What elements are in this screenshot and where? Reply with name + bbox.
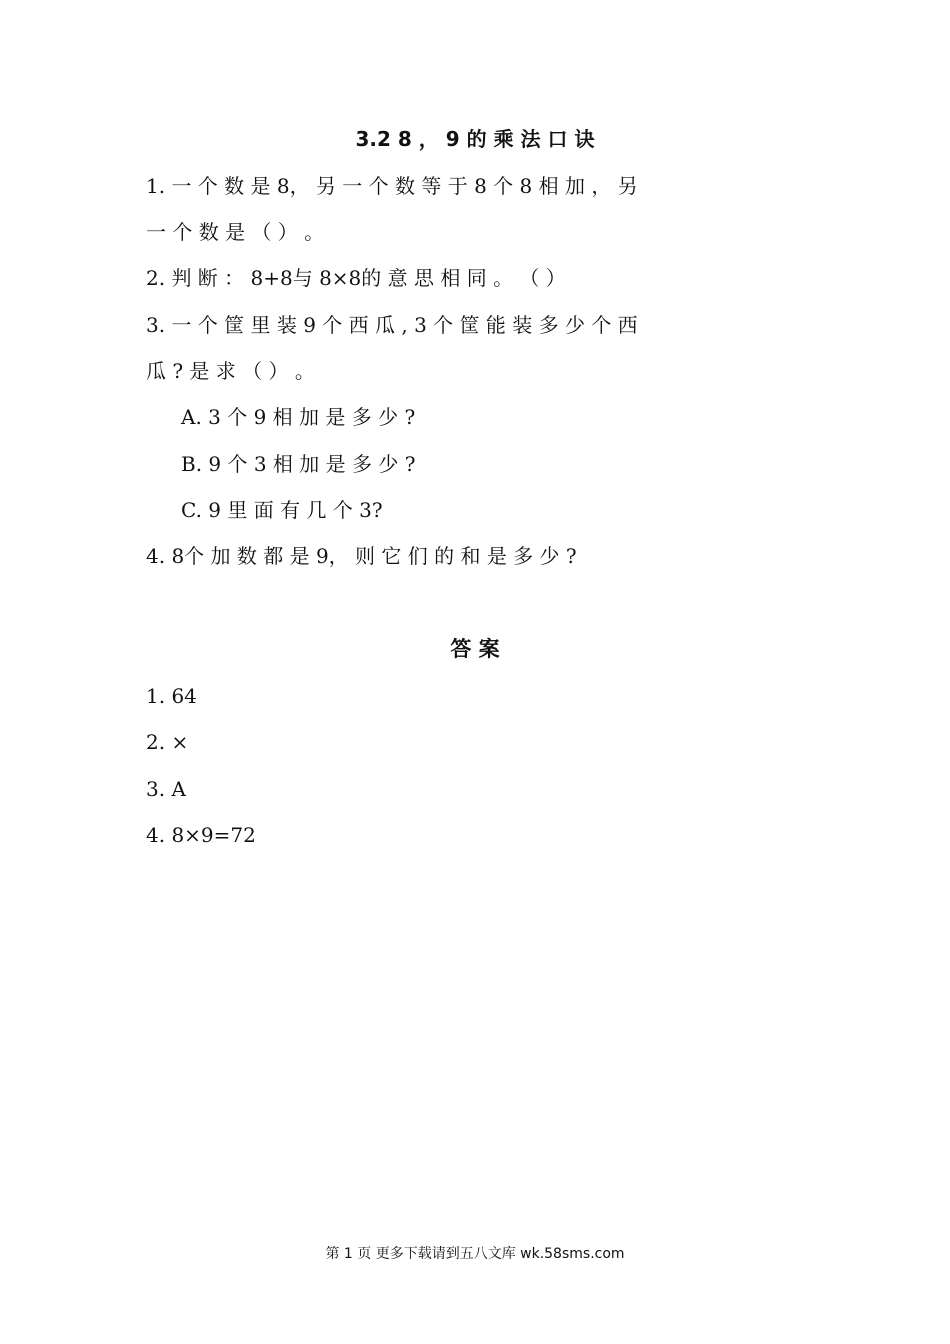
question-2: 2. 判 断 ： 8+8与 8×8的 意 思 相 同 。 （ ） [146, 266, 566, 290]
question-3-option-c: C. 9 里 面 有 几 个 3? [181, 498, 383, 522]
answer-4: 4. 8×9=72 [146, 823, 256, 847]
answer-3: 3. A [146, 777, 186, 801]
answer-1: 1. 64 [146, 684, 197, 708]
answers-title: 答 案 [450, 637, 500, 661]
question-3-line-2: 瓜 ? 是 求 （ ） 。 [146, 359, 315, 383]
page-footer: 第 1 页 更多下载请到五八文库 wk.58sms.com [325, 1246, 625, 1262]
document-title: 3.2 8 ， 9 的 乘 法 口 诀 [355, 127, 595, 151]
question-3-option-b: B. 9 个 3 相 加 是 多 少 ? [181, 452, 416, 476]
answer-2: 2. × [146, 730, 189, 754]
question-1-line-2: 一 个 数 是 （ ） 。 [146, 220, 325, 244]
question-3-option-a: A. 3 个 9 相 加 是 多 少 ? [181, 405, 416, 429]
question-4: 4. 8个 加 数 都 是 9， 则 它 们 的 和 是 多 少 ? [146, 544, 577, 568]
question-1-line-1: 1. 一 个 数 是 8， 另 一 个 数 等 于 8 个 8 相 加 ， 另 [146, 174, 638, 198]
question-3-line-1: 3. 一 个 筐 里 装 9 个 西 瓜 , 3 个 筐 能 装 多 少 个 西 [146, 313, 638, 337]
